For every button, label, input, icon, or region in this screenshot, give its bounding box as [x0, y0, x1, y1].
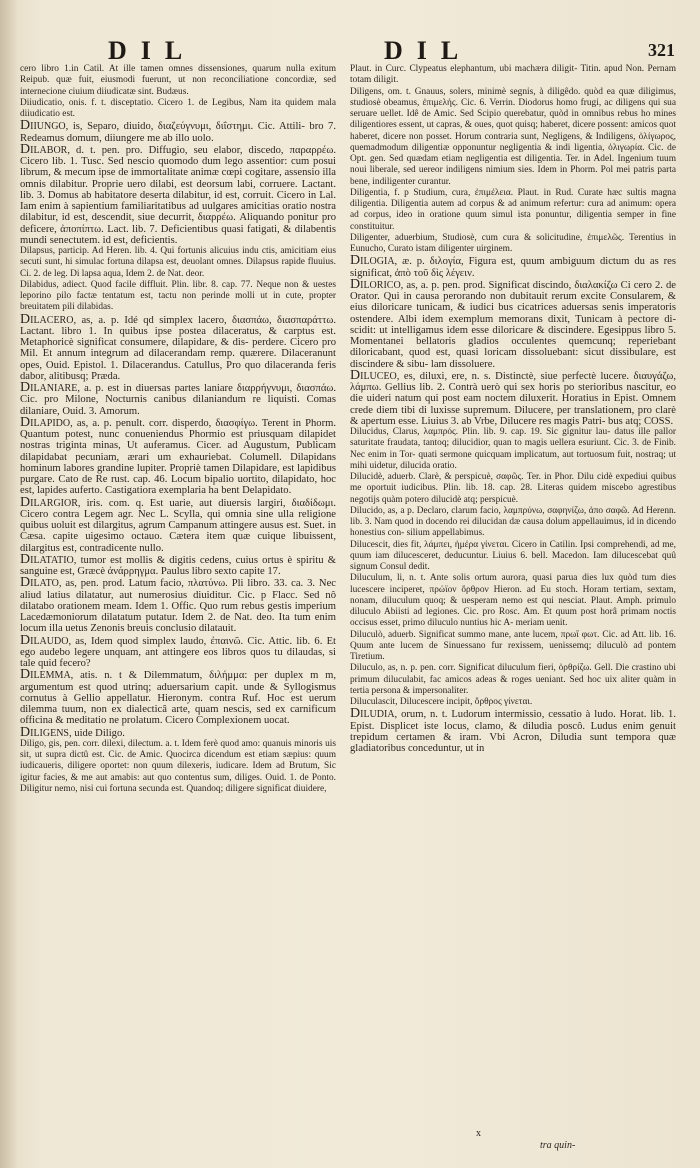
- entry-headword: Dilorico: [350, 276, 401, 292]
- dictionary-entry: [350, 276, 676, 370]
- entry-headword: Dilaudo: [20, 632, 69, 648]
- entry-text: Dilapsus, particip. Ad Heren. lib. 4. Qui fortunis alicuius indu ctis, amicitiam eius secuti sunt, hi simulac fortuna dilapsa est, deuolant omnes. Dilapsus rapide fluuius. Ci. 2. de leg. Di lapsa aqua, Idem 2. de Nat. deor.: [20, 246, 336, 279]
- dictionary-entry: [350, 506, 676, 540]
- dictionary-entry: [350, 87, 676, 188]
- dictionary-entry: [350, 697, 676, 708]
- entry-text: Dilucescit, dies fit, λάμπει, ἡμέρα γίνεται. Cicero in Catilin. Ipsi comprehendi, ad me, quum iam dilucesceret, deducuntur. Liuius 6. bell. Macedon. Iam dilucescebat quû signum Consul dedit.: [350, 539, 676, 572]
- dictionary-entry: [20, 120, 336, 144]
- entry-text: cero libro 1.in Catil. At ille tamen omnes dissensiones, quarum nulla exitum Reipub. quæ fuit, eiusmodi fuerunt, ut non reconciliatione concordiæ, sed internecione ciuium diiudicatæ sint. Budæus.: [20, 64, 336, 97]
- entry-text: Dilucidus, Clarus, λαμπρός. Plin. lib. 9. cap. 19. Sic gignitur lau- datus ille pallor saturitate fraudata, tantoq; dilucidior, quan to magis uellera esuriunt. Cic. 3. de Finib. Nec enim in Tor- quati sermone quicquam implicatum, aut tortuosum fuit, nostraq; ut mihi uidetur, dilucida oratio.: [350, 427, 676, 471]
- page-number: 321: [648, 40, 675, 60]
- dictionary-entry: [20, 739, 336, 795]
- dictionary-entry: [350, 427, 676, 472]
- entry-text: Dilucido, as, a p. Declaro, clarum facio, λαμπρύνω, σαφηνίζω, ἀπο σαφῶ. Ad Herenn. lib. 3. Nam quod in docendo rei dilucidan dæ causa dolum appellauimus, id in dicendo honestius con- silium appellabimus.: [350, 505, 676, 539]
- entry-headword: Diludia: [350, 706, 395, 722]
- dictionary-entry: [350, 188, 676, 233]
- entry-headword: Dilargior: [20, 494, 78, 510]
- entry-text: , orum, n. t. Ludorum intermissio, cessatio à ludo. Horat. lib. 1. Epist. Displicet iste locus, clamo, & diludia poscô. Ludus enim genuit trepidum certamen & iram. Vbi Acron, Diludia sunt tempora quæ gladiatoribus conceduntur, ut in: [350, 709, 676, 754]
- catchword: tra quin-: [540, 1140, 576, 1151]
- running-head-right: DIL: [384, 36, 473, 65]
- entry-text: Plaut. in Curc. Clypeatus elephantum, ubi machæra diligit- Titin. apud Non. Pernam totam diligit.: [350, 64, 676, 86]
- entry-text: , es, diluxi, ere, n. s. Distinctè, siue perfectè lucere. διαυγάζω, λάμπω. Gellius lib. 2. Contrà uerò qui sex horis po sterioribus nascitur, eo die uideri natum qui post eam noctem diluxerit. Horatius in Epist. Omnem crede diem tibi di luxisse supremum. Dilucere, per translationem, pro clarè & apertum esse. Liuius 3. ab Vrbe, Dilucere res magis Patri- bus atq; COSS.: [350, 370, 676, 427]
- entry-text: Diluculascit, Dilucescere incipit, ὄρθρος γίνεται.: [350, 697, 533, 707]
- entry-text: , iris. com. q. Est uarie, aut diuersis largiri, διαδίδωμι. Cicero contra Legem agr. Nec L. Scylla, qui omnia sine ulla religione quibus uoluit est dilargitus, agrum Campanum attingere ausus est. Suet. in Cæsa. capite uigesimo octauo. Cætera item quæ cuique libuissent, dilargitus est, contradicente nullo.: [20, 497, 336, 554]
- entry-text: Diluculo, as, n. p. pen. corr. Significat diluculum fieri, ὀρθρίζω. Gell. Die crastino ubi primum diluculabit, fac amicos adeas & roges ueniant. Sed hoc uix aliter quàm in tertia persona & impersonaliter.: [350, 663, 676, 696]
- dictionary-entry: [350, 233, 676, 256]
- dictionary-entry: [350, 472, 676, 506]
- entry-text: Diiudicatio, onis. f. t. disceptatio. Cicero 1. de Legibus, Nam ita quidem mala diiudicatio est.: [20, 97, 336, 119]
- entry-headword: Dilatatio: [20, 551, 74, 567]
- dictionary-entry: [20, 382, 336, 417]
- dictionary-entry: [20, 98, 336, 121]
- entry-text: , as, pen. prod. Latum facio, πλατύνω. Pli libro. 33. ca. 3. Nec aliud latius dilatatur, aut numerosius diuiditur. Cic. p Flacc. Sed nô dilatabo orationem meam. Idem 1. Offic. Quo rum rebus gestis imperium Lacedæmoniorum dilatatum putatur. Idem 2. de Nat. deo. Ita tum enim locum illa uetus Zenonis breuis conclusio dilatauit.: [20, 578, 336, 635]
- signature-mark: x: [476, 1128, 481, 1139]
- entry-text: , d. t. pen. pro. Diffugio, seu elabor, discedo, παραρρέω. Cicero lib. 1. Tusc. Sed nescio quomodo dum lego assentior: cum posui librum, & mecum ipse de immortalitate animæ cœpi cogitare, assensio illa omnis dilabitur. Proprie uero dilabi, est deorsum labi, corruere. Lactant. lib. 3. Domus ab habitatore deserta dilabitur, id est, corruit. Cicero in Lal. Iam enim à sapientium familiaritatibus ad uulgares amicitias oratio nostra dilabitur, id est, descendit, siue decurrit, διαρρέω. Aliquando ponitur pro deficere, ἀποπίπτω. Lact. lib. 7. Deficientibus quasi fatigati, & dilabentis mundi senectutem. id est, deficientis.: [20, 144, 336, 246]
- dictionary-entry: [350, 630, 676, 664]
- dictionary-entry: [20, 141, 336, 246]
- entry-text: Diligens, om. t. Gnauus, solers, minimè segnis, à diligêdo. quòd ea quæ diligimus, studiosè obeamus, ἐπιμελής. Cic. 6. Verrin. Diodorus homo frugi, ac diligens qui sua seruare uellet. Idê de Amic. Sed Scipio querebatur, quòd in omnibus rebus ho mines diligentiores essent, ut capras, & oues, quot quisq; haberet, dicere possent: amicos quot haberet, dicere non posset. Horum contraria sunt, Negligens, & Indiligens, ὀλίγωρος, quemadmodum diligentiæ opponuntur negligentia & indi ligentia, ὀλιγωρία. Cic. de Opt. gen. Sed quædam etiam negligentia est diligentia. Ter. in Adel. Ingenium tuum noui liberale, sed uereor indiligens nimium sies. Idem in Phorm. Pol mei patris parta bene, indiligenter curantur.: [350, 86, 676, 187]
- entry-text: Diligo, gis, pen. corr. dilexi, dilectum. a. t. Idem ferè quod amo: quanuis minoris uis sit, ut supra dictû est. Cic. de Amic. Quocirca dicendum est etiam sæpius: quum iudicaueris, diligere oportet: non quum dilexeris, iudicare. Idem ad Brutum, Sic igitur facies, & me aut amabis: aut quo contentus sum, diliges. Ouid. 1. de Ponto. Diligitur nemo, nisi cui fortuna secunda est. Quandoq; diligere significat diuidere,: [20, 738, 336, 794]
- dictionary-entry: [350, 663, 676, 697]
- entry-text: , is, Separo, diuido, διαζεύγνυμι, διΐστημι. Cic. Attili- bro 7. Redeamus domum, diiungere me ab illo uolo.: [20, 121, 336, 144]
- entry-text: , as, a. p. Idé qd simplex lacero, διασπάω, διασπαράττω. Lactant. libro 1. In quibus ipse postea dilaceratus, & carptus est. Metaphoricè significat consumere, dilapidare, & dis- perdere. Cicero pro Mil. Et annum integrum ad dilacerandam remp. quærere. Dilaceranunt opes, Ouid. Epistol. 1. Dilacerandus. Catullus, Pro quo dilaceranda feris dabor, alitibusq; Præda.: [20, 314, 336, 382]
- entry-text: Diligenter, aduerbium, Studiosè, cum cura & solicitudine, ἐπιμελῶς. Terentius in Eunucho, Curato istam diligenter uirginem.: [350, 232, 676, 254]
- dictionary-entry: [20, 246, 336, 280]
- dictionary-entry: [20, 669, 336, 726]
- dictionary-entry: [350, 255, 676, 279]
- entry-text: Dilabidus, adiect. Quod facile diffluit. Plin. libr. 8. cap. 77. Neque non & uestes leporino pilo factæ tentatum est, tactu non perinde molli ut in cute, propter breuitatem pili dilabidas.: [20, 279, 336, 313]
- entry-text: , as, Idem quod simplex laudo, ἐπαινῶ. Cic. Attic. lib. 6. Et ego audebo legere unquam, ant attingere eos libros quos tu dilaudas, si tale quid fecero?: [20, 635, 336, 669]
- entry-text: , æ. p. διλογία, Figura est, quum ambiguum dictum du as res significat, ἀπὸ τοῦ δὶς λέγειν.: [350, 256, 676, 279]
- entry-headword: Dilato: [20, 575, 59, 591]
- dictionary-entry: [20, 280, 336, 314]
- running-header: [0, 36, 700, 66]
- running-head-left: DIL: [108, 36, 197, 65]
- dictionary-entry: [350, 367, 676, 427]
- dictionary-entry: [350, 540, 676, 574]
- entry-headword: Dilabor: [20, 141, 68, 157]
- entry-headword: Diiungo: [20, 118, 66, 134]
- entry-text: Diligentia, f. p Studium, cura, ἐπιμέλεια. Plaut. in Rud. Curate hæc sultis magna diligentia. Diligentia autem ad corpus & ad animum refertur: cura ad animum: opera ad corpus, ideo in oratione quum simul ista ponuntur, diligentia semper in fine constituitur.: [350, 187, 676, 232]
- entry-text: , as, a. p. penult. corr. disperdo, διασφίγω. Terent in Phorm. Quantum potest, nunc conueniendus Phormio est priusquam dilapidet nostras triginta minas, Ut auferamus. Cicer. ad Augustum, Publicam dilapidabat pecuniam, ærari um exhauriebat. Columell. Dilapidans hominum labores grandine lupiter. Propriè tamen Dilapidare, est lapidibus purgare. Cato de Re rust. cap. 46. Locum bipalio uortito, dilapidato, hoc est, lapides auferto. Castigatiora exemplaria ha bent Delapidato.: [20, 417, 336, 497]
- entry-text: , as, a. p. pen. prod. Significat discindo, διαλακίζω Ci cero 2. de Orator. Qui in causa perorando non dubitauit rerum excite Consularem, & eius diloricare tunicam, & iudici bus cicatrices aduersas senis imperatoris ostendere. Albi idem exemplum memorans dixit, Tunicam à pectore di- scidit: ut intelligamus idem esse diloricare & discindere. Egesippus libro 5. Momentanei bellatoris gladios occulentes quemcunq; reperiebant diloricabant, quod est, quasi loricam dissoluebant: sicut dissibulare, est discindere & sibu- lam dissoluere.: [350, 279, 676, 370]
- entry-headword: Dilogia: [350, 253, 395, 269]
- entry-text: , atis. n. t & Dilemmatum, διλήμμα: per duplex m m, argumentum est quod utrinq; aduersarium capit. unde & Syllogismus cornutus à Gellio appellatur. Hieronym. contra Ruf. Hoc est uerum dilemma tuum, non ex dialecticâ arte, quam nescis, sed ex carnificum officina & meditatio ne prolatum. Cicero Complexionem uocat.: [20, 670, 336, 727]
- dictionary-entry: [20, 64, 336, 98]
- entry-headword: Dilemma: [20, 667, 71, 683]
- dictionary-entry: [350, 64, 676, 87]
- entry-headword: Dilapido: [20, 414, 71, 430]
- entry-text: Diluculò, aduerb. Significat summo mane, ante lucem, πρωΐ φωτ. Cic. ad Att. lib. 16. Quum ante lucem de Sinuessano fur rexissem, uenissemq; diluculò ad pontem Tiretium.: [350, 629, 676, 662]
- dictionary-entry: [20, 551, 336, 578]
- entry-text: Dilucidè, aduerb. Clarè, & perspicuè, σαφῶς. Ter. in Phor. Dilu cidè expediui quibus me oportuit iudicibus. Plin. lib. 18. cap. 28. Literas quidem miscebo agrestibus negotijs quàm potero dilucidè atq; perspicuè.: [350, 472, 676, 505]
- dictionary-entry: [20, 577, 336, 634]
- entry-headword: Dilacero: [20, 311, 74, 327]
- dictionary-entry: [350, 708, 676, 754]
- dictionary-entry: [20, 311, 336, 383]
- dictionary-entry: [20, 414, 336, 497]
- entry-headword: Diligens: [20, 724, 69, 740]
- left-column: [20, 64, 336, 1104]
- dictionary-entry: [20, 724, 336, 740]
- entry-text: , uide Diligo.: [69, 727, 125, 739]
- dictionary-entry: [350, 573, 676, 629]
- entry-text: , tumor est mollis & digitis cedens, cuius ortus è spiritu & sanguine est, Græcè ἀνάρρηγμα. Paulus libro sexto capite 17.: [20, 554, 336, 577]
- gutter-shadow: [0, 0, 18, 1168]
- dictionary-entry: [20, 494, 336, 554]
- right-column: [350, 64, 676, 1124]
- entry-headword: Diluceo: [350, 367, 397, 383]
- entry-text: Diluculum, li, n. t. Ante solis ortum aurora, quasi parua dies lux quòd tum dies lucescere inciperet, πρώϊον ὄρθρον Hieron. ad Eu stoch. Horam tertiam, sextam, nonam, diluculum quoq; & uesperam nemo est qui nesciat. Plaut. Amph. primulo diluculo Abiisti ad legiones. Cic. pro Rosc. Am. Et quum post horâ primam noctis occisus esset, primo diluculo nuntius hic A- meriam uenit.: [350, 573, 676, 629]
- entry-text: , a. p. est in diuersas partes laniare διαρρήγνυμι, διασπάω. Cic. pro Milone, Nocturnis canibus dilaniandum re liquisti. Comas dilaniare, Ouid. 3. Amorum.: [20, 383, 336, 417]
- entry-headword: Dilaniare: [20, 380, 78, 395]
- dictionary-entry: [20, 632, 336, 670]
